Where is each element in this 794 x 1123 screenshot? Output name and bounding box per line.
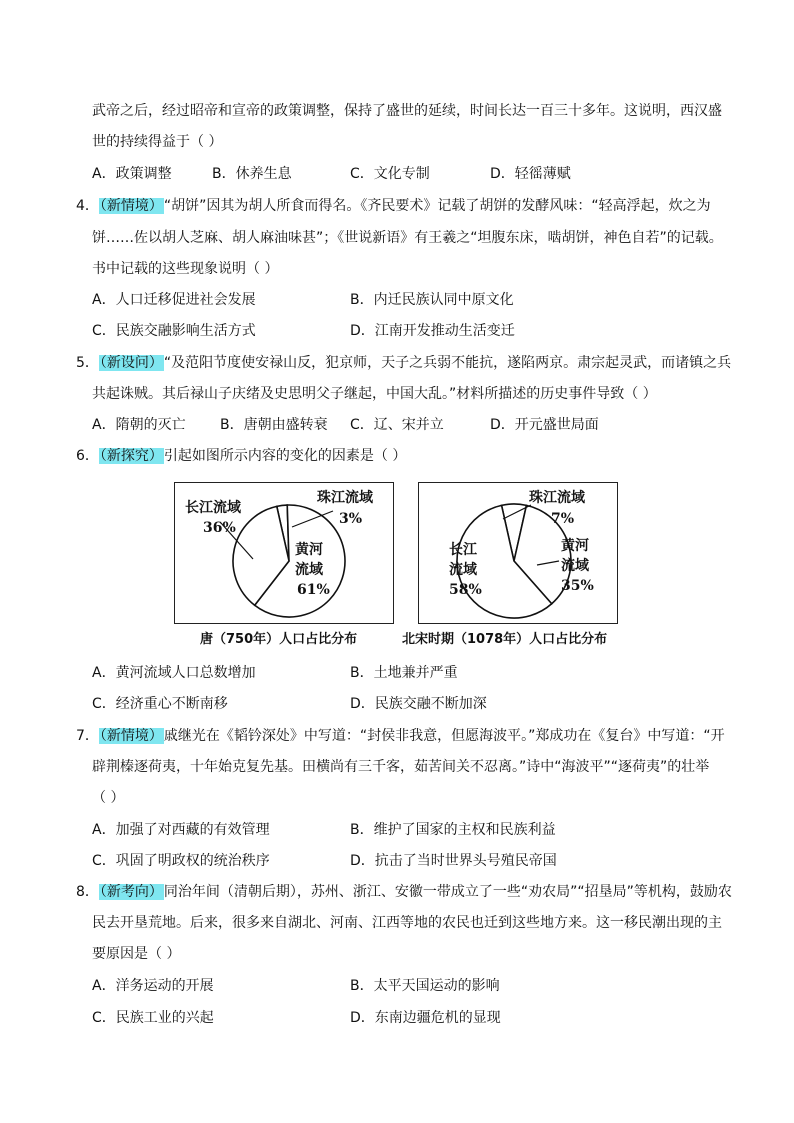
chart-caption-tang: 唐（750年）人口占比分布 bbox=[200, 632, 358, 647]
song-label-changjiang-1: 长江 bbox=[449, 542, 477, 558]
song-label-changjiang-pct: 58% bbox=[449, 582, 482, 598]
pie-tang-slices bbox=[221, 505, 345, 617]
q4-line-3: 书中记载的这些现象说明（ ） bbox=[92, 261, 279, 277]
q7-option-a[interactable]: A．加强了对西藏的有效管理 bbox=[92, 822, 270, 838]
chart-caption-song: 北宋时期（1078年）人口占比分布 bbox=[402, 632, 608, 647]
q4-option-b[interactable]: B．内迁民族认同中原文化 bbox=[350, 292, 514, 308]
q5-tag: （新设问） bbox=[99, 355, 163, 371]
q8-line-3: 要原因是（ ） bbox=[92, 946, 181, 962]
q8-line-2: 民去开垦荒地。后来，很多来自湖北、河南、江西等地的农民也迁到这些地方来。这一移民潮出现的主 bbox=[92, 915, 722, 931]
q4-tag: （新情境） bbox=[99, 198, 163, 214]
q3-option-d[interactable]: D．轻徭薄赋 bbox=[490, 166, 571, 182]
pie-chart-song bbox=[418, 482, 618, 624]
q8-text-1: 同治年间（清朝后期），苏州、浙江、安徽一带成立了一些“劝农局”“招垦局”等机构，鼓励农 bbox=[163, 884, 732, 900]
q4-option-d[interactable]: D．江南开发推动生活变迁 bbox=[350, 323, 515, 339]
q3-line-1: 武帝之后，经过昭帝和宣帝的政策调整，保持了盛世的延续，时间长达一百三十多年。这说明，西汉盛 bbox=[92, 103, 722, 119]
q3-option-b[interactable]: B．休养生息 bbox=[212, 166, 292, 182]
q4-line-1 bbox=[76, 196, 711, 216]
tang-label-changjiang-pct: 36% bbox=[203, 520, 236, 536]
q5-number: 5． bbox=[76, 355, 99, 371]
q7-option-d[interactable]: D．抗击了当时世界头号殖民帝国 bbox=[350, 853, 557, 869]
q5-option-a[interactable]: A．隋朝的灭亡 bbox=[92, 417, 186, 433]
q8-tag: （新考向） bbox=[99, 884, 163, 900]
pie-chart-tang bbox=[174, 482, 394, 624]
tang-label-changjiang: 长江流域 bbox=[185, 500, 241, 516]
q4-text-1: “胡饼”因其为胡人所食而得名。《齐民要术》记载了胡饼的发酵风味：“轻高浮起，炊之为 bbox=[163, 198, 711, 214]
tang-label-zhujiang-pct: 3% bbox=[339, 511, 363, 527]
q6-option-b[interactable]: B．土地兼并严重 bbox=[350, 665, 458, 681]
tang-label-huanghe-2: 流域 bbox=[295, 562, 323, 578]
q7-number: 7． bbox=[76, 728, 99, 744]
tang-label-huanghe-1: 黄河 bbox=[295, 542, 323, 558]
q6-option-a[interactable]: A．黄河流域人口总数增加 bbox=[92, 665, 256, 681]
q7-line-3: （ ） bbox=[92, 790, 125, 806]
q5-line-2: 共起诛贼。其后禄山子庆绪及史思明父子继起，中国大乱。”材料所描述的历史事件导致（ ） bbox=[92, 386, 657, 402]
q7-option-b[interactable]: B．维护了国家的主权和民族利益 bbox=[350, 822, 556, 838]
q7-line-1 bbox=[76, 726, 725, 746]
q8-line-1 bbox=[76, 882, 732, 902]
q6-tag: （新探究） bbox=[99, 448, 163, 464]
tang-label-huanghe-pct: 61% bbox=[297, 582, 330, 598]
q4-number: 4． bbox=[76, 198, 99, 214]
q8-option-c[interactable]: C．民族工业的兴起 bbox=[92, 1010, 214, 1026]
q3-option-a[interactable]: A．政策调整 bbox=[92, 166, 172, 182]
q5-text-1: “及范阳节度使安禄山反，犯京师，天子之兵弱不能抗，遂陷两京。肃宗起灵武，而诸镇之兵 bbox=[163, 355, 732, 371]
q5-option-c[interactable]: C．辽、宋并立 bbox=[350, 417, 444, 433]
q7-line-2: 辟荆榛逐荷夷，十年始克复先基。田横尚有三千客，茹苦间关不忍离。”诗中“海波平”“逐荷夷”的壮举 bbox=[92, 759, 710, 775]
q6-line-1 bbox=[76, 446, 406, 466]
q8-option-a[interactable]: A．洋务运动的开展 bbox=[92, 978, 214, 994]
tang-label-zhujiang: 珠江流域 bbox=[317, 490, 373, 506]
q3-option-c[interactable]: C．文化专制 bbox=[350, 166, 430, 182]
q4-option-c[interactable]: C．民族交融影响生活方式 bbox=[92, 323, 256, 339]
q3-line-2: 世的持续得益于（ ） bbox=[92, 134, 223, 150]
q6-text-1: 引起如图所示内容的变化的因素是（ ） bbox=[163, 448, 407, 464]
song-label-huanghe-2: 流域 bbox=[561, 558, 589, 574]
q4-option-a[interactable]: A．人口迁移促进社会发展 bbox=[92, 292, 256, 308]
q8-option-b[interactable]: B．太平天国运动的影响 bbox=[350, 978, 500, 994]
q5-line-1 bbox=[76, 353, 731, 373]
song-label-zhujiang-pct: 7% bbox=[551, 511, 575, 527]
q7-tag: （新情境） bbox=[99, 728, 163, 744]
q5-option-b[interactable]: B．唐朝由盛转衰 bbox=[220, 417, 328, 433]
q7-text-1: 戚继光在《韬钤深处》中写道：“封侯非我意，但愿海波平。”郑成功在《复台》中写道：“开 bbox=[163, 728, 725, 744]
song-label-changjiang-2: 流域 bbox=[449, 562, 477, 578]
q4-line-2: 饼……佐以胡人芝麻、胡人麻油味甚”；《世说新语》有王羲之“坦腹东床，啮胡饼，神色自若”的记载。 bbox=[92, 230, 723, 246]
q6-option-d[interactable]: D．民族交融不断加深 bbox=[350, 696, 487, 712]
q8-number: 8． bbox=[76, 884, 99, 900]
q7-option-c[interactable]: C．巩固了明政权的统治秩序 bbox=[92, 853, 270, 869]
song-label-huanghe-pct: 35% bbox=[561, 578, 594, 594]
q5-option-d[interactable]: D．开元盛世局面 bbox=[490, 417, 599, 433]
song-label-huanghe-1: 黄河 bbox=[561, 538, 589, 554]
song-label-zhujiang: 珠江流域 bbox=[529, 490, 585, 506]
q6-number: 6． bbox=[76, 448, 99, 464]
q8-option-d[interactable]: D．东南边疆危机的显现 bbox=[350, 1010, 501, 1026]
q6-option-c[interactable]: C．经济重心不断南移 bbox=[92, 696, 228, 712]
